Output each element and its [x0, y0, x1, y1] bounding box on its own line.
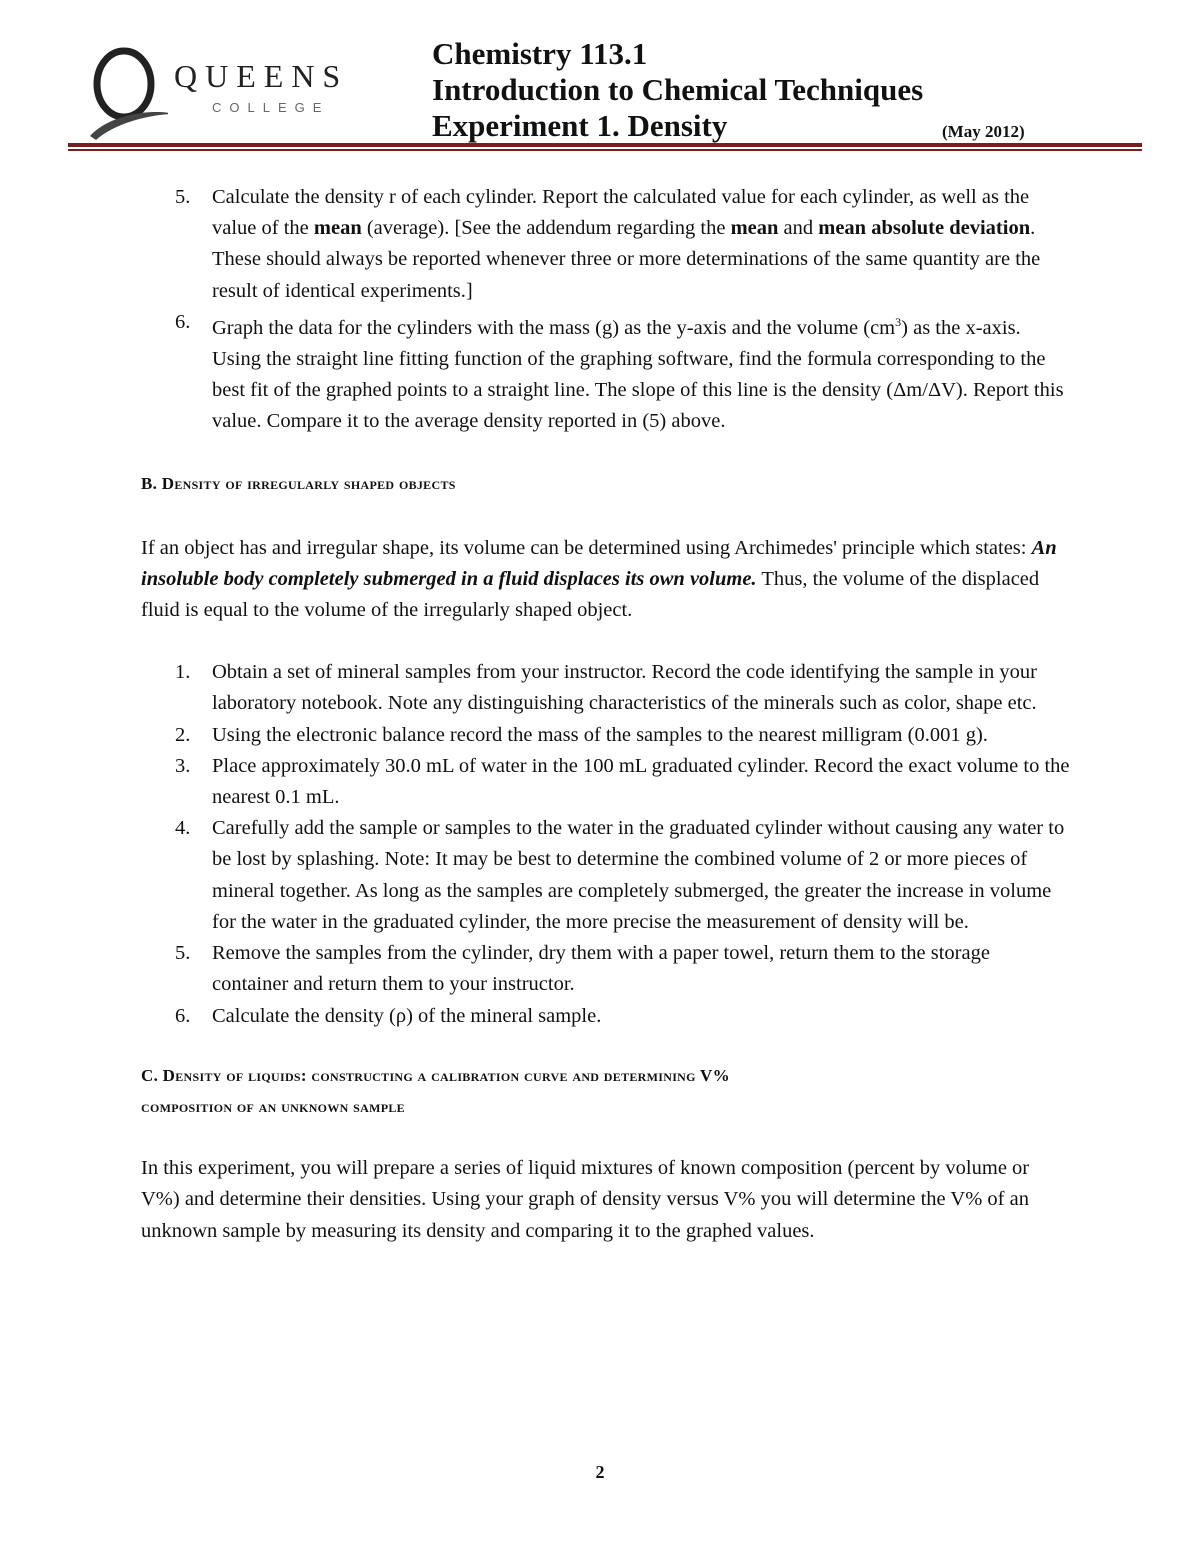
list-number: 2.	[175, 723, 191, 746]
section-b-intro	[141, 533, 1071, 627]
list-number: 3.	[175, 754, 191, 777]
list-number: 4.	[175, 817, 191, 840]
list-number: 5.	[175, 942, 191, 965]
document-date: (May 2012)	[942, 122, 1025, 141]
experiment-title-row	[432, 108, 1052, 144]
list-number: 6.	[175, 1004, 191, 1027]
superscript: 3	[895, 314, 902, 329]
logo-wordmark: QUEENS	[174, 58, 349, 94]
list-item	[141, 657, 1071, 719]
list-item	[141, 720, 1071, 751]
term-mean-absolute-deviation: mean absolute deviation	[818, 217, 1031, 240]
archimedes-principle: An insoluble body completely submerged in a fluid displaces its own volume.	[141, 536, 1057, 590]
section-c-heading-line-2: composition of an unknown sample	[141, 1096, 405, 1116]
section-b-heading: B. Density of irregularly shaped objects	[141, 474, 456, 494]
page-number: 2	[595, 1462, 605, 1482]
list-text: Remove the samples from the cylinder, dry them with a paper towel, return them to the storage container and return them to your instructor.	[212, 942, 990, 996]
list-text: and	[778, 217, 819, 240]
list-text: ) as the x-axis. Using the straight line fitting function of the graphing software, find the formula corresponding to the best fit of the graphed points to a straight line. The slope of this line is the density (Δm/ΔV). Report this value. Compare it to the average density reported in (5) above.	[212, 316, 1064, 433]
list-text: Place approximately 30.0 mL of water in the 100 mL graduated cylinder. Record the exact volume to the nearest 0.1 mL.	[212, 754, 1070, 809]
term-mean: mean	[730, 217, 779, 240]
list-item	[141, 751, 1071, 813]
document-title-block	[432, 36, 1052, 144]
section-b-list	[141, 657, 1071, 1031]
page-header	[0, 0, 1200, 160]
section-c-body: In this experiment, you will prepare a series of liquid mixtures of known composition (percent by volume or V%) and determine their densities. Using your graph of density versus V% you will determine the V% of an unknown sample by measuring its density and comparing it to the graphed values.	[141, 1157, 1030, 1242]
section-c-heading	[141, 1060, 1071, 1122]
list-number: 6.	[175, 310, 191, 333]
list-item	[141, 1001, 1071, 1032]
section-a-list-continued	[141, 182, 1071, 437]
page-content	[141, 182, 1071, 1247]
list-text: Graph the data for the cylinders with the mass (g) as the y-axis and the volume (cm	[212, 316, 896, 339]
term-mean: mean	[313, 217, 362, 240]
course-title: Introduction to Chemical Techniques	[432, 72, 924, 107]
list-item	[141, 938, 1071, 1000]
list-number: 1.	[175, 661, 191, 684]
list-text: (average). [See the addendum regarding the	[361, 217, 731, 240]
list-text: Using the electronic balance record the mass of the samples to the nearest milligram (0.001 g).	[212, 723, 988, 746]
queens-college-logo	[88, 44, 388, 140]
section-c-heading-line-1: C. Density of liquids: constructing a calibration curve and determining V%	[141, 1065, 730, 1085]
paragraph-text: Thus, the volume of the displaced fluid is equal to the volume of the irregularly shaped object.	[141, 567, 1040, 622]
logo-subtext: COLLEGE	[212, 100, 330, 115]
q-logo-icon	[88, 44, 168, 140]
header-rule-thick	[68, 143, 1142, 147]
list-item	[141, 182, 1071, 307]
course-number: Chemistry 113.1	[432, 36, 648, 71]
list-item	[141, 813, 1071, 938]
list-text: Calculate the density r of each cylinder. Report the calculated value for each cylinder, as well as the value of the	[212, 186, 1030, 240]
list-text: Calculate the density (ρ) of the mineral sample.	[212, 1004, 602, 1027]
list-text: Carefully add the sample or samples to the water in the graduated cylinder without causing any water to be lost by splashing. Note: It may be best to determine the combined volume of 2 or more pieces of mineral together. As long as the samples are completely submerged, the greater the increase in volume for the water in the graduated cylinder, the more precise the measurement of density will be.	[212, 817, 1065, 933]
header-rule-thin	[68, 149, 1142, 151]
paragraph-text: If an object has and irregular shape, its volume can be determined using Archimedes' principle which states:	[141, 536, 1032, 559]
list-text: . These should always be reported whenever three or more determinations of the same quantity are the result of identical experiments.]	[212, 217, 1041, 302]
list-number: 5.	[175, 186, 191, 208]
list-text: Obtain a set of mineral samples from your instructor. Record the code identifying the sample in your laboratory notebook. Note any distinguishing characteristics of the minerals such as color, shape etc.	[212, 661, 1037, 715]
experiment-title: Experiment 1. Density	[432, 108, 728, 143]
list-item	[141, 307, 1071, 438]
